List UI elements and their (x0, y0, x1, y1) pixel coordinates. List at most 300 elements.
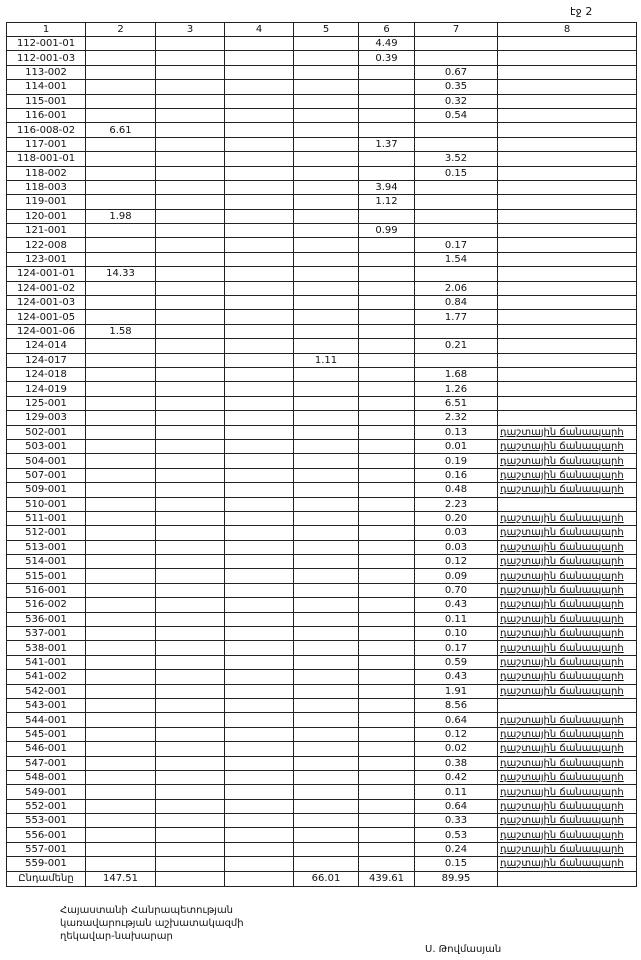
table-cell: 113-002 (7, 65, 86, 79)
table-cell (225, 238, 294, 252)
table-cell: 439.61 (359, 871, 415, 886)
table-cell: 124-001-01 (7, 267, 86, 281)
table-cell (156, 238, 225, 252)
table-row (7, 770, 637, 784)
table-cell: 0.84 (415, 296, 498, 310)
table-row (7, 670, 637, 684)
table-cell (498, 51, 637, 65)
table-cell (86, 497, 156, 511)
table-cell: 510-001 (7, 497, 86, 511)
table-cell (359, 454, 415, 468)
table-row (7, 123, 637, 137)
table-cell (359, 756, 415, 770)
table-cell (156, 727, 225, 741)
table-cell (225, 65, 294, 79)
table-cell (359, 296, 415, 310)
table-cell (86, 281, 156, 295)
table-cell (225, 267, 294, 281)
table-row (7, 65, 637, 79)
table-cell: 124-001-05 (7, 310, 86, 324)
table-cell: 129-003 (7, 411, 86, 425)
table-cell: 66.01 (294, 871, 359, 886)
table-cell (498, 396, 637, 410)
table-cell: դաշտային ճանապարհ (498, 641, 637, 655)
table-row (7, 296, 637, 310)
table-cell (86, 598, 156, 612)
table-cell (359, 742, 415, 756)
table-cell (156, 655, 225, 669)
table-row (7, 267, 637, 281)
table-cell: 2.23 (415, 497, 498, 511)
table-cell (294, 742, 359, 756)
table-cell: դաշտային ճանապարհ (498, 439, 637, 453)
table-cell (86, 94, 156, 108)
table-cell (86, 37, 156, 51)
table-row (7, 310, 637, 324)
table-cell: 118-002 (7, 166, 86, 180)
table-cell (156, 799, 225, 813)
table-cell (225, 684, 294, 698)
table-cell (225, 281, 294, 295)
table-cell: 0.70 (415, 583, 498, 597)
table-cell (156, 871, 225, 886)
table-cell (294, 684, 359, 698)
table-row (7, 281, 637, 295)
table-cell (156, 367, 225, 381)
table-cell (294, 641, 359, 655)
table-cell (86, 483, 156, 497)
table-cell (225, 80, 294, 94)
table-cell (359, 267, 415, 281)
table-row (7, 641, 637, 655)
table-row (7, 468, 637, 482)
table-cell (359, 598, 415, 612)
table-row (7, 454, 637, 468)
table-cell (156, 828, 225, 842)
table-cell (294, 267, 359, 281)
table-cell (225, 756, 294, 770)
table-cell: դաշտային ճանապարհ (498, 785, 637, 799)
table-cell (294, 526, 359, 540)
table-cell: 116-008-02 (7, 123, 86, 137)
table-row (7, 483, 637, 497)
table-cell (359, 382, 415, 396)
table-cell (294, 195, 359, 209)
page-number: էջ 2 (570, 5, 593, 18)
table-cell (359, 814, 415, 828)
table-cell: 511-001 (7, 511, 86, 525)
column-header: 1 (7, 23, 86, 37)
table-cell (156, 497, 225, 511)
table-cell (225, 698, 294, 712)
table-row (7, 598, 637, 612)
table-cell: 117-001 (7, 137, 86, 151)
table-cell (86, 612, 156, 626)
column-header: 4 (225, 23, 294, 37)
table-cell: 0.39 (359, 51, 415, 65)
table-cell (294, 814, 359, 828)
table-cell: 552-001 (7, 799, 86, 813)
table-row (7, 425, 637, 439)
table-cell (86, 684, 156, 698)
table-cell: 121-001 (7, 224, 86, 238)
table-row (7, 655, 637, 669)
table-cell (498, 324, 637, 338)
table-cell (86, 137, 156, 151)
table-cell: 112-001-01 (7, 37, 86, 51)
table-cell (225, 324, 294, 338)
table-cell (156, 814, 225, 828)
table-cell (156, 166, 225, 180)
table-cell (415, 180, 498, 194)
table-cell (415, 137, 498, 151)
table-cell (225, 152, 294, 166)
table-cell (294, 252, 359, 266)
table-cell (294, 857, 359, 871)
table-cell (294, 713, 359, 727)
table-cell (359, 324, 415, 338)
table-cell (156, 670, 225, 684)
table-row (7, 339, 637, 353)
table-cell (156, 785, 225, 799)
table-row (7, 627, 637, 641)
table-cell (415, 123, 498, 137)
table-cell (294, 598, 359, 612)
table-cell: 0.43 (415, 598, 498, 612)
table-cell (294, 367, 359, 381)
table-cell (294, 785, 359, 799)
table-cell (225, 166, 294, 180)
table-row (7, 180, 637, 194)
table-cell (498, 296, 637, 310)
table-cell (498, 224, 637, 238)
table-cell (86, 238, 156, 252)
table-cell (86, 655, 156, 669)
table-cell (294, 655, 359, 669)
table-cell: 537-001 (7, 627, 86, 641)
table-cell (156, 137, 225, 151)
table-cell: Ընդամենը (7, 871, 86, 886)
table-cell (225, 180, 294, 194)
table-cell (225, 339, 294, 353)
table-row (7, 698, 637, 712)
table-cell (415, 324, 498, 338)
table-cell (294, 65, 359, 79)
table-cell (498, 94, 637, 108)
table-cell (294, 411, 359, 425)
table-cell (294, 770, 359, 784)
table-cell (359, 727, 415, 741)
table-cell: 512-001 (7, 526, 86, 540)
table-cell: 2.32 (415, 411, 498, 425)
table-cell (415, 353, 498, 367)
table-cell (359, 627, 415, 641)
table-cell (294, 180, 359, 194)
table-cell: 0.17 (415, 641, 498, 655)
table-cell (156, 511, 225, 525)
table-cell: 118-003 (7, 180, 86, 194)
table-cell: 14.33 (86, 267, 156, 281)
table-cell (156, 425, 225, 439)
table-cell: 556-001 (7, 828, 86, 842)
table-cell (225, 382, 294, 396)
table-row (7, 252, 637, 266)
table-cell (86, 857, 156, 871)
table-cell (294, 454, 359, 468)
table-cell (498, 267, 637, 281)
table-cell (359, 152, 415, 166)
column-header: 5 (294, 23, 359, 37)
table-cell (359, 367, 415, 381)
table-cell (225, 814, 294, 828)
table-cell: դաշտային ճանապարհ (498, 713, 637, 727)
table-cell: դաշտային ճանապարհ (498, 799, 637, 813)
table-cell (359, 483, 415, 497)
table-cell (225, 209, 294, 223)
table-cell: 124-019 (7, 382, 86, 396)
table-cell (86, 569, 156, 583)
table-cell: դաշտային ճանապարհ (498, 742, 637, 756)
table-cell (225, 497, 294, 511)
table-cell (156, 296, 225, 310)
table-cell: 0.03 (415, 540, 498, 554)
table-cell: 120-001 (7, 209, 86, 223)
table-cell (359, 353, 415, 367)
table-cell (225, 367, 294, 381)
table-cell (86, 713, 156, 727)
table-cell (156, 37, 225, 51)
table-cell (294, 224, 359, 238)
table-cell (86, 108, 156, 122)
table-cell: 544-001 (7, 713, 86, 727)
table-cell: 546-001 (7, 742, 86, 756)
table-cell (294, 842, 359, 856)
table-cell (294, 123, 359, 137)
table-cell: դաշտային ճանապարհ (498, 555, 637, 569)
table-cell: 543-001 (7, 698, 86, 712)
table-cell (225, 37, 294, 51)
table-cell (359, 94, 415, 108)
table-cell: 0.32 (415, 94, 498, 108)
table-cell: 516-001 (7, 583, 86, 597)
table-cell (359, 569, 415, 583)
table-cell (225, 569, 294, 583)
table-cell: 124-001-06 (7, 324, 86, 338)
table-cell: 0.11 (415, 785, 498, 799)
table-cell (294, 425, 359, 439)
table-row (7, 742, 637, 756)
land-parcel-table (6, 22, 637, 887)
column-header: 6 (359, 23, 415, 37)
table-cell (294, 799, 359, 813)
table-cell: 0.38 (415, 756, 498, 770)
table-row (7, 569, 637, 583)
table-cell (294, 511, 359, 525)
table-cell: 116-001 (7, 108, 86, 122)
table-cell (359, 770, 415, 784)
table-cell: 502-001 (7, 425, 86, 439)
table-cell (156, 770, 225, 784)
table-cell: դաշտային ճանապարհ (498, 483, 637, 497)
table-cell (294, 612, 359, 626)
table-cell: 0.24 (415, 842, 498, 856)
table-cell (359, 785, 415, 799)
table-row (7, 367, 637, 381)
table-cell: 0.35 (415, 80, 498, 94)
table-cell (156, 857, 225, 871)
table-cell (225, 353, 294, 367)
table-cell (156, 267, 225, 281)
table-cell (498, 80, 637, 94)
table-cell: 503-001 (7, 439, 86, 453)
table-cell (225, 641, 294, 655)
table-cell (156, 324, 225, 338)
table-cell (225, 828, 294, 842)
table-cell (86, 526, 156, 540)
table-row (7, 51, 637, 65)
table-cell: 0.12 (415, 555, 498, 569)
table-cell (359, 799, 415, 813)
table-cell: դաշտային ճանապարհ (498, 857, 637, 871)
table-cell (294, 108, 359, 122)
table-cell (294, 209, 359, 223)
table-cell (86, 641, 156, 655)
table-cell (359, 670, 415, 684)
table-cell (225, 713, 294, 727)
table-cell: 112-001-03 (7, 51, 86, 65)
table-cell (156, 756, 225, 770)
table-cell (498, 353, 637, 367)
table-cell (359, 526, 415, 540)
table-cell: 1.54 (415, 252, 498, 266)
table-row (7, 396, 637, 410)
table-cell (156, 684, 225, 698)
table-cell (225, 51, 294, 65)
table-cell: 542-001 (7, 684, 86, 698)
table-cell: 1.58 (86, 324, 156, 338)
table-row (7, 108, 637, 122)
table-cell (359, 857, 415, 871)
table-cell (156, 439, 225, 453)
table-cell (225, 468, 294, 482)
table-cell (86, 770, 156, 784)
table-cell (225, 108, 294, 122)
table-cell (359, 684, 415, 698)
table-cell: դաշտային ճանապարհ (498, 526, 637, 540)
signatory-name: Ս. Թովմասյան (425, 944, 502, 955)
table-cell (498, 37, 637, 51)
table-cell (86, 439, 156, 453)
table-cell (86, 742, 156, 756)
column-header-row (7, 23, 637, 37)
table-cell (359, 123, 415, 137)
table-cell (498, 698, 637, 712)
table-cell (359, 252, 415, 266)
table-cell (86, 627, 156, 641)
table-cell: դաշտային ճանապարհ (498, 627, 637, 641)
table-cell (86, 224, 156, 238)
table-cell (359, 698, 415, 712)
table-cell (156, 209, 225, 223)
table-cell: 545-001 (7, 727, 86, 741)
table-cell (86, 353, 156, 367)
table-cell (359, 339, 415, 353)
column-header: 3 (156, 23, 225, 37)
table-cell (225, 224, 294, 238)
table-cell: 0.17 (415, 238, 498, 252)
table-cell (156, 698, 225, 712)
table-cell (294, 281, 359, 295)
table-cell (156, 713, 225, 727)
table-cell (156, 483, 225, 497)
table-cell (156, 339, 225, 353)
table-cell (359, 655, 415, 669)
table-cell (156, 281, 225, 295)
table-cell: դաշտային ճանապարհ (498, 684, 637, 698)
table-cell: դաշտային ճանապարհ (498, 454, 637, 468)
table-cell (86, 152, 156, 166)
table-cell (156, 641, 225, 655)
table-cell (294, 94, 359, 108)
table-cell (225, 799, 294, 813)
table-cell: 0.09 (415, 569, 498, 583)
table-cell (498, 209, 637, 223)
table-cell (359, 80, 415, 94)
table-cell: 2.06 (415, 281, 498, 295)
table-cell: 8.56 (415, 698, 498, 712)
table-cell (225, 511, 294, 525)
table-cell (156, 51, 225, 65)
table-cell: 0.12 (415, 727, 498, 741)
table-cell: 114-001 (7, 80, 86, 94)
table-cell (294, 166, 359, 180)
table-cell (86, 454, 156, 468)
table-cell (225, 483, 294, 497)
table-cell: 124-001-02 (7, 281, 86, 295)
table-cell (498, 238, 637, 252)
table-cell: 516-002 (7, 598, 86, 612)
table-cell (156, 742, 225, 756)
table-cell (498, 137, 637, 151)
table-cell (86, 166, 156, 180)
table-cell (156, 526, 225, 540)
table-cell: 536-001 (7, 612, 86, 626)
table-cell: 509-001 (7, 483, 86, 497)
table-cell (156, 454, 225, 468)
table-row (7, 166, 637, 180)
table-cell: 1.11 (294, 353, 359, 367)
table-cell (294, 439, 359, 453)
table-cell: դաշտային ճանապարհ (498, 425, 637, 439)
table-row (7, 353, 637, 367)
table-cell (359, 583, 415, 597)
table-cell: 0.59 (415, 655, 498, 669)
table-cell (294, 310, 359, 324)
table-row (7, 497, 637, 511)
table-cell (156, 598, 225, 612)
table-cell (86, 180, 156, 194)
table-cell (294, 756, 359, 770)
table-cell (225, 555, 294, 569)
table-cell (156, 468, 225, 482)
table-cell (86, 828, 156, 842)
table-cell (415, 195, 498, 209)
table-cell (359, 108, 415, 122)
table-cell: դաշտային ճանապարհ (498, 569, 637, 583)
table-cell (498, 195, 637, 209)
table-cell: 0.33 (415, 814, 498, 828)
table-cell (156, 108, 225, 122)
